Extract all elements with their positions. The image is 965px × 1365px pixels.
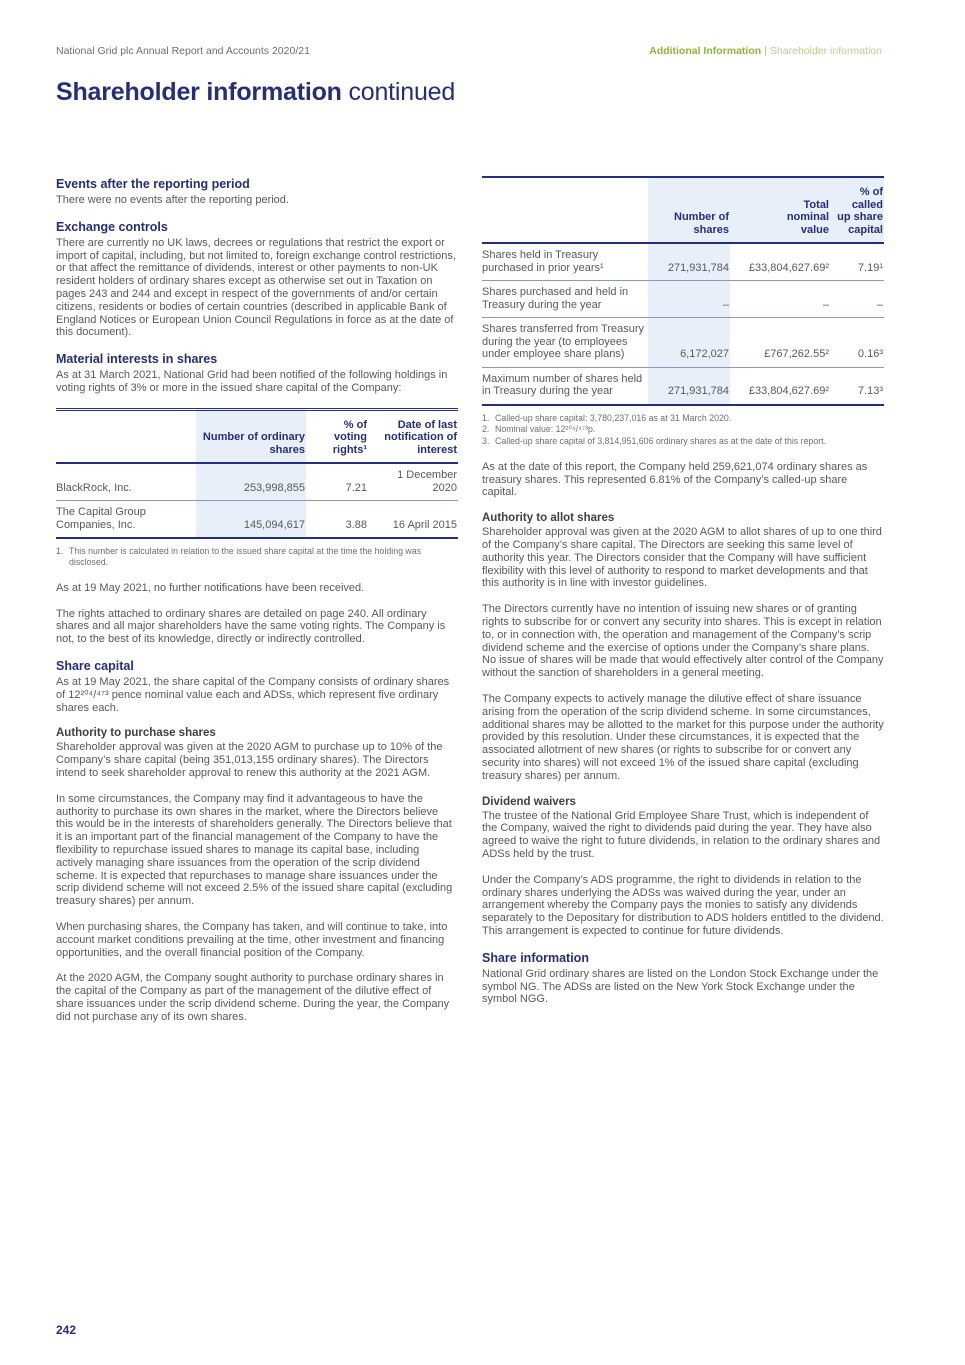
holder-name: The Capital Group Companies, Inc. bbox=[56, 501, 196, 539]
treasury-row-value: – bbox=[730, 281, 830, 318]
footnote bbox=[482, 436, 884, 447]
footnote bbox=[482, 413, 884, 424]
holdings-table-footnotes bbox=[56, 546, 458, 568]
treasury-row-pct: 7.13³ bbox=[830, 367, 884, 405]
treasury-row-value: £33,804,627.69² bbox=[748, 261, 829, 274]
page-title-suffix: continued bbox=[348, 78, 456, 106]
treasury-header-pct: % of called up share capital bbox=[830, 177, 884, 243]
footnote-text: Called-up share capital of 3,814,951,606 ordinary shares as at the date of this report. bbox=[495, 436, 827, 447]
events-body: There were no events after the reporting period. bbox=[56, 194, 289, 206]
holder-date: 1 December 2020 bbox=[397, 469, 457, 494]
holdings-header-voting: % of voting rights¹ bbox=[306, 409, 368, 463]
breadcrumb-separator: | bbox=[764, 45, 767, 57]
table-row bbox=[482, 281, 884, 318]
treasury-row-shares: 271,931,784 bbox=[648, 243, 730, 281]
holder-voting: 7.21 bbox=[345, 481, 367, 494]
treasury-row-name: Shares transferred from Treasury during the year (to employees under employee share plans) bbox=[482, 318, 648, 368]
share-capital-body: As at 19 May 2021, the share capital of the Company consists of ordinary shares of 12²⁰⁴/⁴⁷³ pence nominal value each and ADSs, which represent five ordinary shares each. bbox=[56, 676, 450, 714]
treasury-table-footnotes bbox=[482, 413, 884, 447]
footnote-text: This number is calculated in relation to the issued share capital at the time the holding was disclosed. bbox=[69, 546, 422, 568]
share-information-body: National Grid ordinary shares are listed on the London Stock Exchange under the symbol NG. The ADSs are listed on the New York Stock Exchange under the symbol NGG. bbox=[482, 967, 879, 1006]
breadcrumb bbox=[649, 45, 882, 57]
footnote-number: 2. bbox=[482, 424, 490, 435]
treasury-row-name: Shares purchased and held in Treasury during the year bbox=[482, 281, 648, 318]
footnote bbox=[56, 546, 458, 568]
authority-purchase-p4: At the 2020 AGM, the Company sought authority to purchase ordinary shares in the capital of the Company as part of the management of the dilutive effect of share issuances under the scrip dividend scheme. During the year, the Company did not purchase any of its own shares. bbox=[56, 972, 450, 1023]
treasury-table-header-row bbox=[482, 177, 884, 243]
holdings-table-header-row bbox=[56, 409, 458, 463]
exchange-controls-heading: Exchange controls bbox=[56, 219, 168, 234]
material-interests-heading: Material interests in shares bbox=[56, 352, 218, 367]
treasury-row-shares: 6,172,027 bbox=[648, 318, 730, 368]
treasury-row-value: £33,804,627.69² bbox=[730, 367, 830, 405]
footnote-text: Nominal value: 12²⁰⁴/⁴⁷³p. bbox=[495, 424, 596, 435]
footnote bbox=[482, 424, 884, 435]
material-interests-intro: As at 31 March 2021, National Grid had been notified of the following holdings in voting rights of 3% or more in the issued share capital of the Company: bbox=[56, 369, 448, 394]
rights-attached: The rights attached to ordinary shares are detailed on page 240. All ordinary shares and all major shareholders have the same voting rights. The Company is not, to the best of its knowledge, directly or indirectly controlled. bbox=[56, 607, 446, 646]
table-row bbox=[482, 367, 884, 405]
breadcrumb-section: Additional Information bbox=[649, 45, 762, 57]
treasury-row-shares: – bbox=[648, 281, 730, 318]
treasury-row-pct: 7.19¹ bbox=[857, 261, 883, 274]
authority-purchase-p2: In some circumstances, the Company may find it advantageous to have the authority to purchase its own shares in the market, where the Directors believe this would be in the interests of shareholders generally. The Directors believe that it is an important part of the financial management of the Company to have the flexibility to repurchase issued shares to manage its capital base, including actively managing share issuances from the operation of the scrip dividend scheme. It is expected that repurchases to manage share issuances under the scrip dividend scheme will not exceed 2.5% of the issued share capital (excluding treasury shares) per annum. bbox=[56, 792, 453, 908]
treasury-row-shares: 271,931,784 bbox=[648, 367, 730, 405]
authority-allot-heading: Authority to allot shares bbox=[482, 512, 615, 525]
authority-purchase-p1: Shareholder approval was given at the 2020 AGM to purchase up to 10% of the Company’s share capital (being 351,013,155 ordinary shares). The Directors intend to seek shareholder approval to renew this authority at the 2021 AGM. bbox=[56, 741, 443, 780]
holder-name: BlackRock, Inc. bbox=[56, 481, 132, 494]
treasury-header-value bbox=[730, 177, 830, 243]
footnote-text: Called-up share capital: 3,780,237,016 as at 31 March 2020. bbox=[495, 412, 732, 423]
no-further-notifications: As at 19 May 2021, no further notifications have been received. bbox=[56, 581, 365, 594]
report-title: National Grid plc Annual Report and Accounts 2020/21 bbox=[56, 45, 310, 57]
authority-allot-p2: The Directors currently have no intention of issuing new shares or of granting rights to subscribe for or convert any security into shares. This is except in relation to, or in connection with, the operation and management of the Company’s scrip dividend scheme and the exercise of options under the Company’s share plans. No issue of shares will be made that would effectively alter control of the Company without the sanction of shareholders in a general meeting. bbox=[482, 603, 884, 680]
holdings-header-date: Date of last notification of interest bbox=[368, 409, 458, 463]
table-row bbox=[56, 463, 458, 501]
page-header bbox=[56, 45, 882, 57]
dividend-waivers-heading: Dividend waivers bbox=[482, 795, 576, 808]
treasury-row-name: Shares held in Treasury purchased in prior years¹ bbox=[482, 249, 604, 274]
page-number: 242 bbox=[56, 1323, 77, 1337]
authority-purchase-heading: Authority to purchase shares bbox=[56, 727, 216, 740]
treasury-row-value: £767,262.55² bbox=[730, 318, 830, 368]
treasury-row-pct: – bbox=[830, 281, 884, 318]
page-title bbox=[56, 78, 882, 106]
treasury-table bbox=[482, 176, 884, 406]
treasury-row-pct: 0.16³ bbox=[830, 318, 884, 368]
footnote-number: 1. bbox=[56, 546, 64, 557]
table-row bbox=[56, 501, 458, 539]
holder-date: 16 April 2015 bbox=[368, 501, 458, 539]
authority-purchase-p3: When purchasing shares, the Company has taken, and will continue to take, into account market conditions prevailing at the time, other investment and financing opportunities, and the overall financial position of the Company. bbox=[56, 921, 448, 959]
footnote-number: 1. bbox=[482, 412, 490, 423]
treasury-header-blank bbox=[482, 177, 648, 243]
treasury-header-shares: Number of shares bbox=[648, 177, 730, 243]
left-column bbox=[56, 176, 458, 1037]
authority-allot-p3: The Company expects to actively manage the dilutive effect of share issuance arising from the operation of the scrip dividend scheme. In some circumstances, additional shares may be allotted to the market for this purpose under the authority provided by this resolution. Under these circumstances, it is expected that the associated allotment of new shares (or rights to subscribe for or convert any security into shares) will not exceed 1% of the issued share capital (excluding treasury shares) per annum. bbox=[482, 693, 884, 782]
footnote-number: 3. bbox=[482, 436, 490, 447]
holdings-header-shares: Number of ordinary shares bbox=[196, 409, 306, 463]
table-row bbox=[482, 318, 884, 368]
treasury-row-name: Maximum number of shares held in Treasury during the year bbox=[482, 367, 648, 405]
authority-allot-p1: Shareholder approval was given at the 2020 AGM to allot shares of up to one third of the Company’s share capital. The Directors are seeking this same level of authority this year. The Directors consider that the Company will have sufficient flexibility with this level of authority to respond to market developments and that this authority is in line with investor guidelines. bbox=[482, 526, 882, 590]
table-row bbox=[482, 243, 884, 281]
content-columns bbox=[56, 176, 882, 1037]
dividend-waivers-p1: The trustee of the National Grid Employee Share Trust, which is independent of the Company, waived the right to dividends paid during the year. They have also agreed to waive the right to future dividends, in relation to the ordinary shares and ADSs held by the trust. bbox=[482, 809, 881, 861]
dividend-waivers-p2: Under the Company’s ADS programme, the right to dividends in relation to the ordinary shares underlying the ADSs was waived during the year, under an arrangement whereby the Company pays the monies to satisfy any dividends separately to the Depositary for distribution to ADS holders entitled to the dividend. This arrangement is expected to continue for future dividends. bbox=[482, 873, 884, 937]
holder-shares: 253,998,855 bbox=[196, 463, 306, 501]
holder-voting: 3.88 bbox=[306, 501, 368, 539]
events-heading: Events after the reporting period bbox=[56, 177, 250, 191]
share-information-heading: Share information bbox=[482, 950, 589, 965]
breadcrumb-subsection: Shareholder information bbox=[769, 45, 882, 57]
page-title-main: Shareholder information bbox=[56, 78, 342, 106]
treasury-header-value-text: Total nominal value bbox=[786, 198, 829, 236]
treasury-summary: As at the date of this report, the Company held 259,621,074 ordinary shares as treasury shares. This represented 6.81% of the Company’s called-up share capital. bbox=[482, 460, 868, 499]
holdings-header-blank bbox=[56, 409, 196, 463]
exchange-controls-body: There are currently no UK laws, decrees or regulations that restrict the export or import of capital, including, but not limited to, foreign exchange control restrictions, or that affect the remittance of dividends, interest or other payments to non-UK resident holders of ordinary shares except as otherwise set out in Taxation on pages 243 and 244 and except in respect of the governments of and/or certain citizens, residents or bodies of certain countries (described in applicable Bank of England Notices or European Union Council Regulations in force as at the date of this document). bbox=[56, 236, 456, 339]
share-capital-heading: Share capital bbox=[56, 659, 134, 674]
right-column bbox=[482, 176, 884, 1037]
holdings-table bbox=[56, 408, 458, 540]
holder-shares: 145,094,617 bbox=[196, 501, 306, 539]
